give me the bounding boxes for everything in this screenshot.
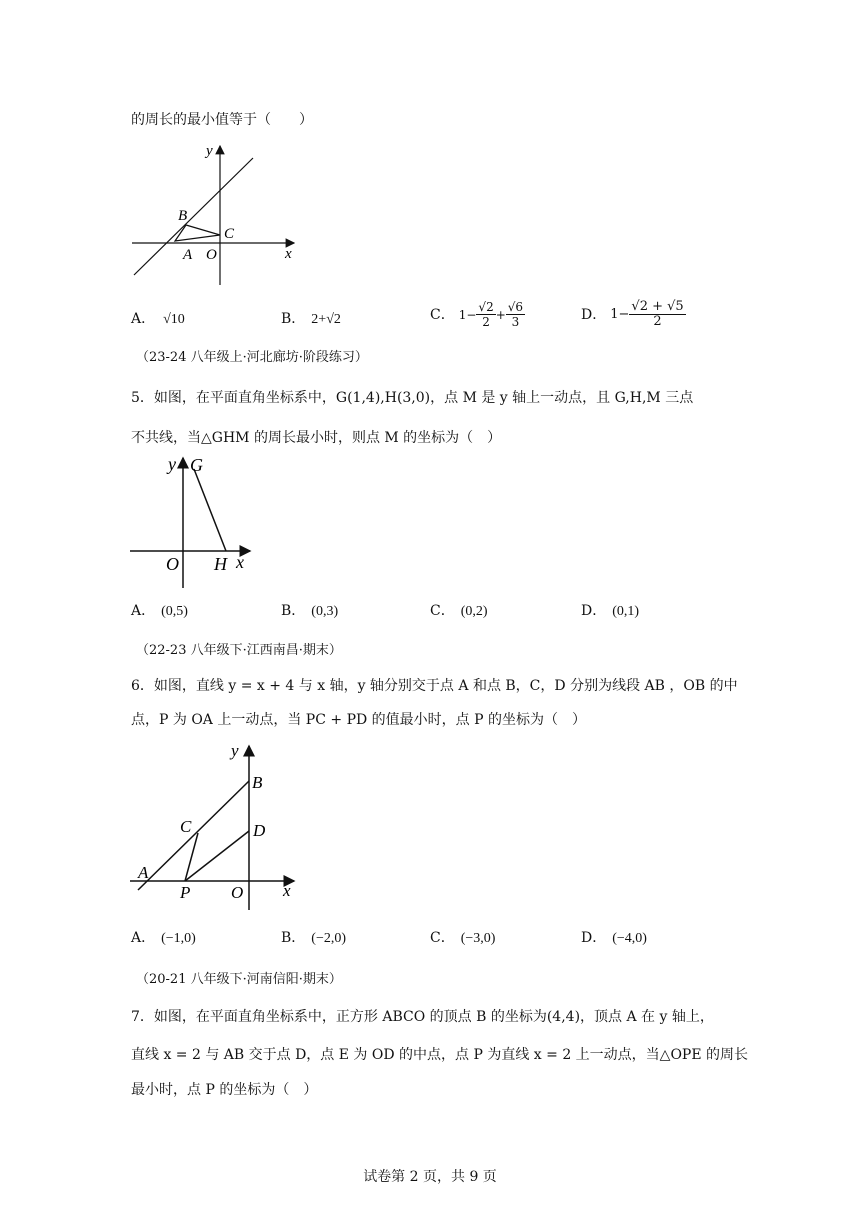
q4-stem-tail: 的周长的最小值等于（ ） <box>131 112 313 128</box>
q6-label-d: D <box>253 821 266 840</box>
q5-label-h: H <box>214 554 227 574</box>
q6-option-b[interactable]: B． (−2,0) <box>281 930 347 946</box>
q6-figure <box>128 738 303 913</box>
q5-label-o: O <box>166 554 179 574</box>
q4-figure <box>128 140 303 285</box>
q5-label-y: y <box>168 454 176 474</box>
q6-segment-pc <box>185 833 198 881</box>
q5-option-d[interactable]: D． (0,1) <box>581 603 640 619</box>
q6-source: （22-23 八年级下·江西南昌·期末） <box>136 643 342 658</box>
q4-line <box>134 158 253 275</box>
q5-stem-line1: 5．如图，在平面直角坐标系中，G(1,4),H(3,0)，点 M 是 y 轴上一动点，且 G,H,M 三点 <box>131 390 694 406</box>
q6-label-p: P <box>180 883 191 902</box>
q6-segment-pd <box>185 831 249 881</box>
q5-label-g: G <box>190 455 203 475</box>
q4-label-x: x <box>285 246 292 262</box>
q6-label-y: y <box>231 741 239 760</box>
q6-label-a: A <box>138 863 149 882</box>
q5-option-a[interactable]: A． (0,5) <box>131 603 188 619</box>
q4-label-a: A <box>183 247 193 263</box>
q6-option-c[interactable]: C． (−3,0) <box>430 930 496 946</box>
q5-label-x: x <box>236 552 244 572</box>
q6-label-b: B <box>252 773 263 792</box>
q7-source: （20-21 八年级下·河南信阳·期末） <box>136 972 342 987</box>
q6-stem-line2: 点，P 为 OA 上一动点，当 PC + PD 的值最小时，点 P 的坐标为（ ） <box>131 712 586 728</box>
q6-label-o: O <box>231 883 244 902</box>
q6-stem-line1: 6．如图，直线 y = x + 4 与 x 轴，y 轴分别交于点 A 和点 B，C，D 分别为线段 AB ，OB 的中 <box>131 678 738 694</box>
q5-segment-gh <box>194 469 226 551</box>
q4-option-b[interactable]: B． 2+√2 <box>281 311 341 327</box>
q6-label-x: x <box>283 881 291 900</box>
q4-option-c[interactable]: C． 1− $\frac{√2}{2}$ + $\frac{√6}{3}$ <box>430 300 524 329</box>
q4-label-o: O <box>206 247 217 263</box>
q4-label-b: B <box>178 208 188 224</box>
q7-stem-line1: 7．如图，在平面直角坐标系中，正方形 ABCO 的顶点 B 的坐标为(4,4)，顶点 A 在 y 轴上， <box>131 1009 714 1025</box>
q4-option-a[interactable]: A． √10 <box>131 311 185 327</box>
q5-option-b[interactable]: B． (0,3) <box>281 603 339 619</box>
q6-label-c: C <box>180 817 192 836</box>
q7-stem-line3: 最小时，点 P 的坐标为（ ） <box>131 1082 318 1098</box>
q7-stem-line2: 直线 x = 2 与 AB 交于点 D，点 E 为 OD 的中点，点 P 为直线 x = 2 上一动点，当△OPE 的周长 <box>131 1047 749 1063</box>
q5-stem-line2: 不共线，当△GHM 的周长最小时，则点 M 的坐标为（ ） <box>131 430 502 446</box>
q4-label-c: C <box>224 226 235 242</box>
q5-option-c[interactable]: C． (0,2) <box>430 603 488 619</box>
page-footer: 试卷第 2 页，共 9 页 <box>363 1169 497 1185</box>
q6-option-a[interactable]: A． (−1,0) <box>131 930 196 946</box>
q6-option-d[interactable]: D． (−4,0) <box>581 930 647 946</box>
q4-label-y: y <box>206 143 213 159</box>
q5-figure <box>128 452 258 592</box>
q5-source: （23-24 八年级上·河北廊坊·阶段练习） <box>136 350 368 365</box>
q4-option-d[interactable]: D． 1− $\frac{√2 + √5}{2}$ <box>581 299 684 329</box>
